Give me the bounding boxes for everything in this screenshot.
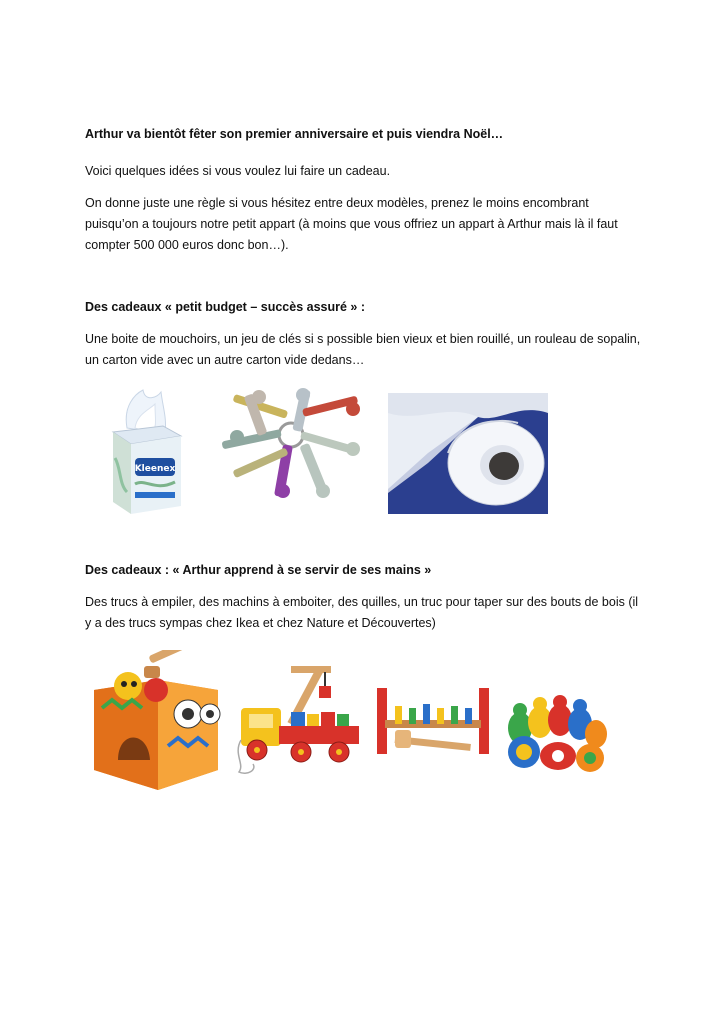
peg-bench-toy-image [375,684,493,762]
section-1-text: Une boite de mouchoirs, un jeu de clés si s possible bien vieux et bien rouillé, un rouleau de sopalin, un carton vide avec un autre carton vide dedans… [85,332,641,367]
section-2-text: Des trucs à empiler, des machins à emboiter, des quilles, un truc pour taper sur des bouts de bois (il y a des trucs sympas chez Ikea et chez Nature et Découvertes) [85,595,639,630]
bowling-pins-toy-image [500,690,610,780]
crane-truck-toy-image [235,660,365,780]
tissue-brand-label: Kleenex [134,464,176,474]
intro-heading: Arthur va bientôt fêter son premier anniversaire et puis viendra Noël… [85,127,504,141]
paper-towel-roll-image [388,393,548,514]
section-1-heading: Des cadeaux « petit budget – succès assuré » : [85,300,365,314]
section-2-heading: Des cadeaux : « Arthur apprend à se servir de ses mains » [85,563,432,577]
intro-line-1: Voici quelques idées si vous voulez lui faire un cadeau. [85,164,391,178]
owl-hammer-toy-image [88,650,226,792]
tissue-box-image [105,388,185,516]
keys-image [215,387,367,505]
intro-line-2: On donne juste une règle si vous hésitez entre deux modèles, prenez le moins encombrant puisqu’on a toujours notre petit appart (à moins que vous offriez un appart à Arthur mais là il faut compter 500 000 euros donc bon…). [85,196,618,252]
